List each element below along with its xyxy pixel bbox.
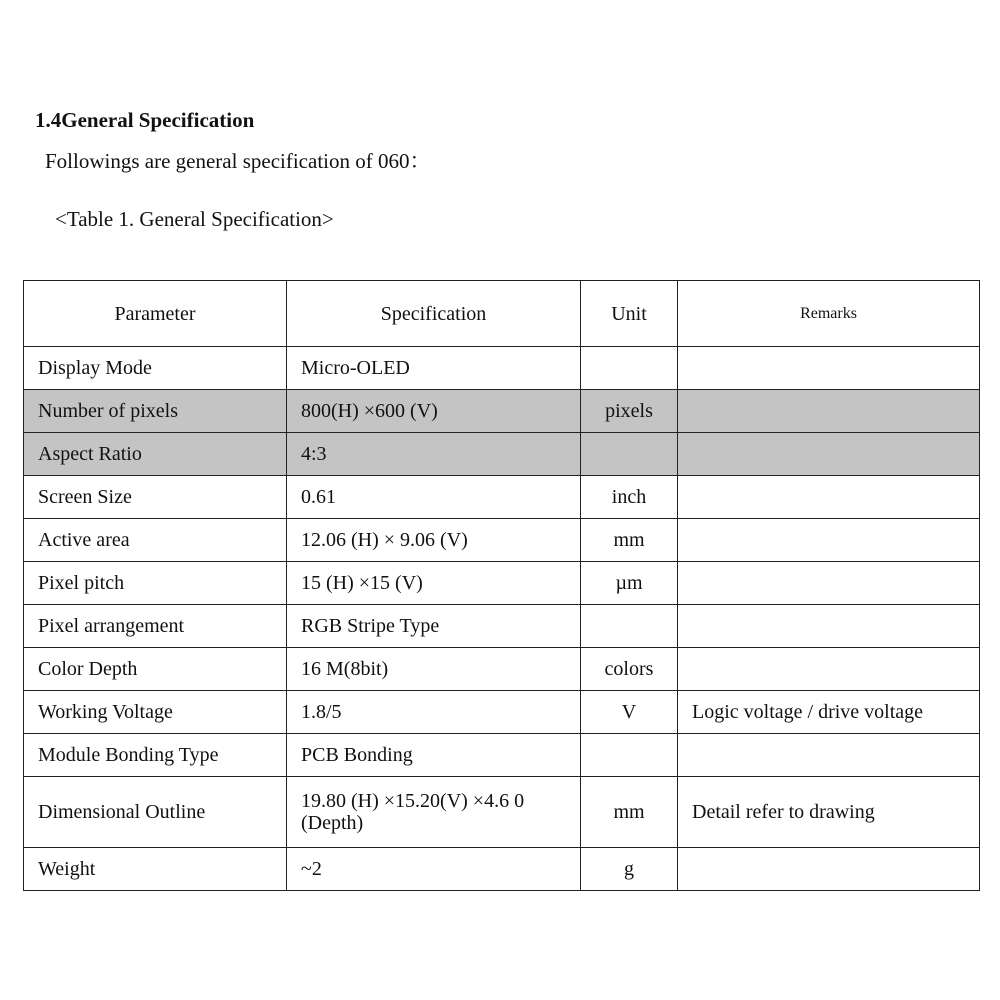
cell-remarks: [678, 648, 980, 691]
cell-remarks: Logic voltage / drive voltage: [678, 691, 980, 734]
cell-specification: 0.61: [287, 476, 581, 519]
cell-specification: RGB Stripe Type: [287, 605, 581, 648]
table-row: [24, 648, 980, 691]
table-header-row: [24, 281, 980, 347]
header-remarks: Remarks: [678, 281, 980, 347]
header-unit: Unit: [581, 281, 678, 347]
cell-specification: 1.8/5: [287, 691, 581, 734]
table-row: [24, 734, 980, 777]
cell-unit: g: [581, 848, 678, 891]
cell-parameter: Pixel pitch: [24, 562, 287, 605]
table-row: [24, 347, 980, 390]
cell-unit: colors: [581, 648, 678, 691]
cell-specification: 19.80 (H) ×15.20(V) ×4.6 0 (Depth): [287, 777, 581, 848]
cell-parameter: Weight: [24, 848, 287, 891]
cell-unit: V: [581, 691, 678, 734]
cell-parameter: Color Depth: [24, 648, 287, 691]
cell-unit: inch: [581, 476, 678, 519]
table-row: [24, 476, 980, 519]
cell-specification: Micro-OLED: [287, 347, 581, 390]
cell-specification: PCB Bonding: [287, 734, 581, 777]
table-row: [24, 691, 980, 734]
cell-parameter: Aspect Ratio: [24, 433, 287, 476]
table-row: [24, 848, 980, 891]
cell-specification: 12.06 (H) × 9.06 (V): [287, 519, 581, 562]
table-row: [24, 562, 980, 605]
cell-specification: 15 (H) ×15 (V): [287, 562, 581, 605]
table-caption: <Table 1. General Specification>: [55, 207, 334, 231]
table-row: [24, 605, 980, 648]
header-specification: Specification: [287, 281, 581, 347]
cell-unit: [581, 347, 678, 390]
cell-parameter: Working Voltage: [24, 691, 287, 734]
header-parameter: Parameter: [24, 281, 287, 347]
cell-remarks: [678, 347, 980, 390]
table-row: [24, 433, 980, 476]
cell-remarks: [678, 390, 980, 433]
cell-unit: [581, 734, 678, 777]
cell-remarks: [678, 476, 980, 519]
intro-text: Followings are general specification of 060：: [45, 149, 431, 173]
cell-remarks: Detail refer to drawing: [678, 777, 980, 848]
table-row: [24, 519, 980, 562]
table-row: [24, 390, 980, 433]
general-spec-table: [23, 280, 980, 891]
cell-remarks: [678, 605, 980, 648]
cell-remarks: [678, 734, 980, 777]
cell-specification: 800(H) ×600 (V): [287, 390, 581, 433]
cell-unit: mm: [581, 777, 678, 848]
cell-unit: [581, 605, 678, 648]
cell-parameter: Number of pixels: [24, 390, 287, 433]
cell-parameter: Module Bonding Type: [24, 734, 287, 777]
cell-parameter: Screen Size: [24, 476, 287, 519]
cell-remarks: [678, 848, 980, 891]
cell-unit: [581, 433, 678, 476]
cell-remarks: [678, 433, 980, 476]
cell-remarks: [678, 562, 980, 605]
section-heading: 1.4General Specification: [35, 108, 255, 132]
cell-parameter: Display Mode: [24, 347, 287, 390]
cell-parameter: Pixel arrangement: [24, 605, 287, 648]
cell-unit: mm: [581, 519, 678, 562]
cell-unit: pixels: [581, 390, 678, 433]
cell-unit: µm: [581, 562, 678, 605]
cell-specification: 4:3: [287, 433, 581, 476]
cell-specification: 16 M(8bit): [287, 648, 581, 691]
cell-parameter: Dimensional Outline: [24, 777, 287, 848]
table-row: [24, 777, 980, 848]
cell-remarks: [678, 519, 980, 562]
cell-parameter: Active area: [24, 519, 287, 562]
cell-specification: ~2: [287, 848, 581, 891]
